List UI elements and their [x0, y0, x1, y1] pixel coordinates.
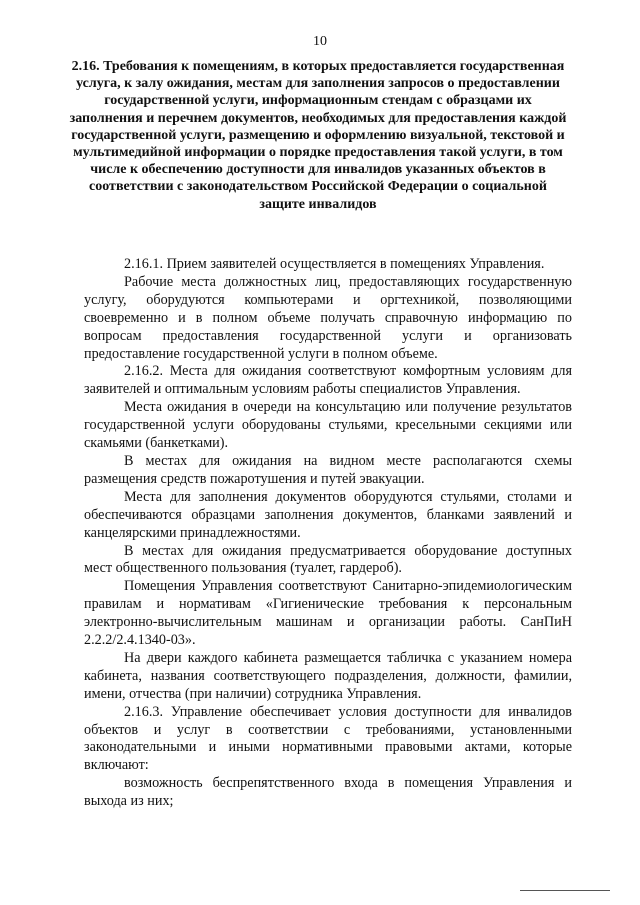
paragraph: На двери каждого кабинета размещается табличка с указанием номера кабинета, названия соответствующего подразделения, должности, фамилии, имени, отчества (при наличии) сотрудника Управления. — [84, 649, 572, 702]
paragraph: 2.16.3. Управление обеспечивает условия доступности для инвалидов объектов и услуг в соответствии с требованиями, установленными законодательными и иными нормативными правовыми актами, которые включают: — [84, 703, 572, 774]
section-body — [84, 256, 572, 811]
page-number: 10 — [313, 34, 327, 49]
paragraph: В местах для ожидания предусматривается оборудование доступных мест общественного пользования (туалет, гардероб). — [84, 542, 572, 577]
paragraph: Места ожидания в очереди на консультацию или получение результатов государственной услуги оборудованы стульями, кресельными секциями или скамьями (банкетками). — [84, 399, 572, 452]
footer-rule — [520, 890, 610, 891]
paragraph: 2.16.2. Места для ожидания соответствуют комфортным условиям для заявителей и оптимальным условиям работы специалистов Управления. — [84, 363, 572, 398]
section-heading: 2.16. Требования к помещениям, в которых предоставляется государственная услуга, к залу ожидания, местам для заполнения запросов о предоставлении государственной услуги, информационным стендам с образцами их заполнения и перечнем документов, необходимых для предоставления каждой государственной услуги, размещению и оформлению визуальной, текстовой и мультимедийной информации о порядке предоставления такой услуги, в том числе к обеспечению доступности для инвалидов указанных объектов в соответствии с законодательством Российской Федерации о социальной защите инвалидов — [69, 59, 567, 212]
paragraph: Рабочие места должностных лиц, предоставляющих государственную услугу, оборудуются компьютерами и оргтехникой, позволяющими своевременно и в полном объеме получать справочную информацию по вопросам предоставления государственной услуги и организовать предоставление государственной услуги в полном объеме. — [84, 273, 572, 362]
paragraph: Места для заполнения документов оборудуются стульями, столами и обеспечиваются образцами заполнения документов, бланками заявлений и канцелярскими принадлежностями. — [84, 488, 572, 541]
paragraph: возможность беспрепятственного входа в помещения Управления и выхода из них; — [84, 775, 572, 810]
paragraph: В местах для ожидания на видном месте располагаются схемы размещения средств пожаротушения и путей эвакуации. — [84, 452, 572, 487]
paragraph: 2.16.1. Прием заявителей осуществляется в помещениях Управления. — [124, 256, 545, 272]
paragraph: Помещения Управления соответствуют Санитарно-эпидемиологическим правилам и нормативам «Гигиенические требования к персональным электронно-вычислительным машинам и организации работы. СанПиН 2.2.2/2.4.1340-03». — [84, 578, 572, 649]
